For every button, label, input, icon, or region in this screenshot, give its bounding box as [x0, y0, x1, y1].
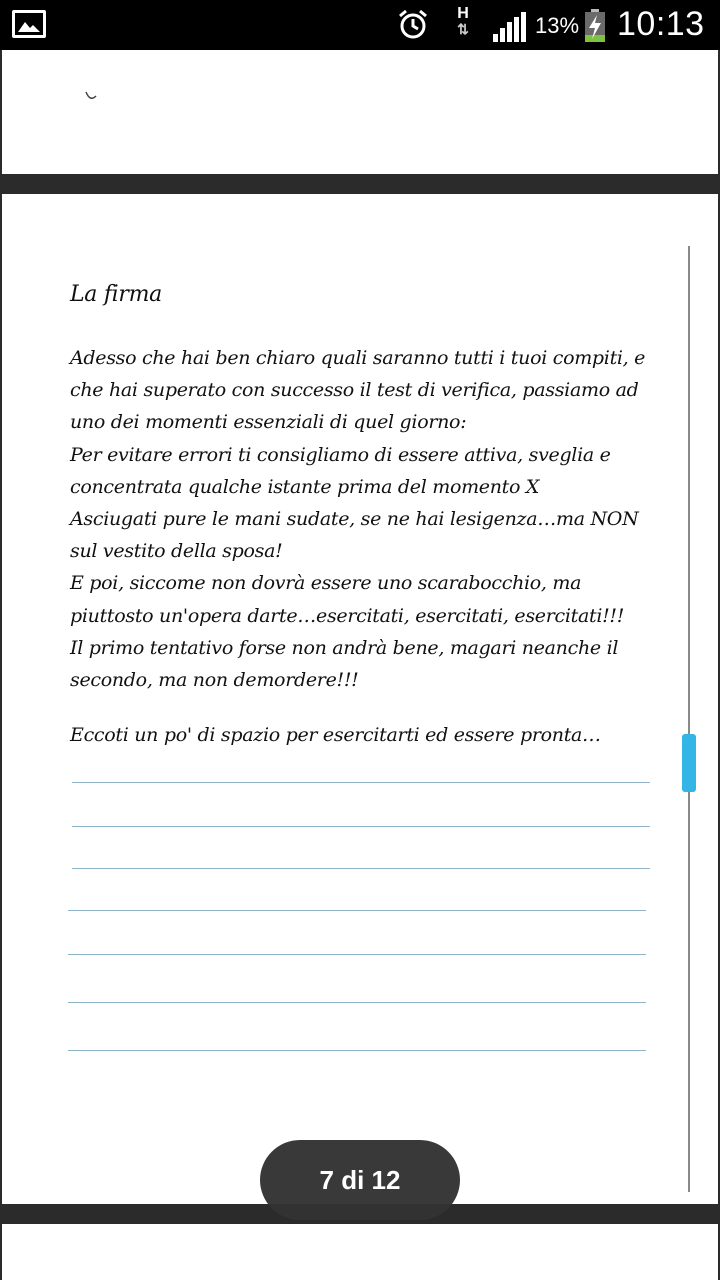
page-title: La firma — [70, 282, 162, 307]
paragraph: E poi, siccome non dovrà essere uno scarabocchio, ma piuttosto un'opera darte…esercitati, esercitati, esercitati!!! — [70, 572, 625, 627]
scrollbar-track[interactable] — [688, 246, 690, 1192]
document-page[interactable] — [2, 194, 718, 1204]
writing-line — [68, 1050, 646, 1051]
next-page[interactable] — [2, 1224, 718, 1280]
battery-percent: 13% — [535, 13, 580, 38]
practice-prompt: Eccoti un po' di spazio per esercitarti ed essere pronta… — [70, 724, 601, 746]
page-mark-icon — [84, 90, 98, 104]
signal-icon — [493, 12, 529, 42]
alarm-icon — [396, 8, 430, 42]
scrollbar-thumb[interactable] — [682, 734, 696, 792]
paragraph: Il primo tentativo forse non andrà bene, magari neanche il secondo, ma non demordere!!! — [70, 636, 619, 692]
previous-page[interactable] — [2, 50, 718, 174]
document-body — [70, 342, 648, 696]
writing-line — [72, 826, 650, 827]
writing-line — [68, 910, 646, 911]
status-bar — [0, 0, 720, 50]
hspa-data-icon: H ⇅ — [457, 5, 469, 37]
battery-charging-icon — [584, 9, 606, 43]
writing-line — [68, 1002, 646, 1003]
paragraph: Adesso che hai ben chiaro quali saranno tutti i tuoi compiti, e che hai superato con successo il test di verifica, passiamo ad uno dei momenti essenziali di quel giorno: — [70, 347, 646, 434]
page-indicator: 7 di 12 — [260, 1140, 460, 1220]
paragraph: Per evitare errori ti consigliamo di essere attiva, sveglia e concentrata qualche istante prima del momento X — [70, 443, 611, 498]
writing-line — [72, 868, 650, 869]
paragraph: Asciugati pure le mani sudate, se ne hai lesigenza…ma NON sul vestito della sposa! — [70, 508, 639, 563]
writing-line — [68, 954, 646, 955]
clock: 10:13 — [617, 5, 705, 43]
gallery-icon — [12, 10, 46, 38]
writing-line — [72, 782, 650, 783]
